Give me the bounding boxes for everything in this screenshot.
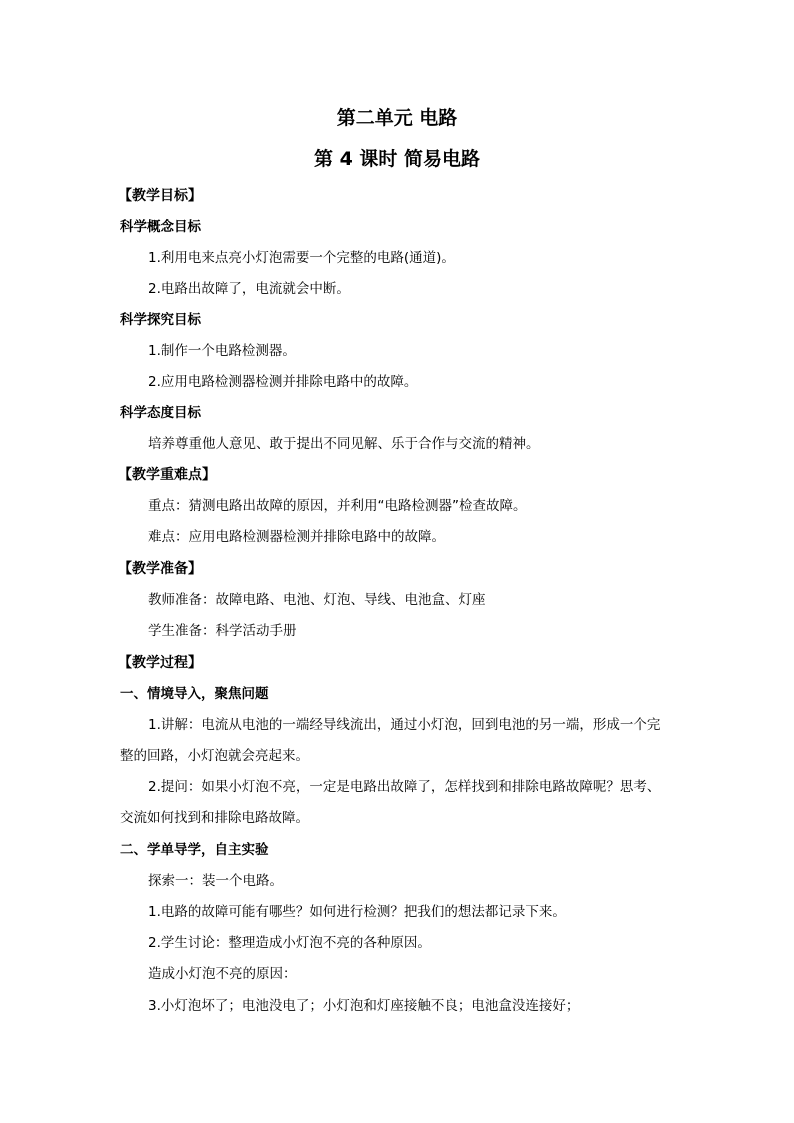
inquiry-goals-heading: 科学探究目标	[120, 312, 201, 328]
student-preparation: 学生准备：科学活动手册	[148, 623, 297, 639]
process-paragraph: 2.学生讨论：整理造成小灯泡不亮的各种原因。	[148, 935, 431, 951]
process-part1-heading: 一、情境导入，聚焦问题	[120, 686, 269, 702]
key-point-text: 重点：猜测电路出故障的原因，并利用“电路检测器”检查故障。	[148, 498, 527, 514]
process-paragraph: 3.小灯泡坏了；电池没电了；小灯泡和灯座接触不良；电池盒没连接好；	[148, 998, 580, 1014]
difficulty-text: 难点：应用电路检测器检测并排除电路中的故障。	[148, 529, 445, 545]
attitude-goals-heading: 科学态度目标	[120, 405, 201, 421]
process-paragraph: 探索一：装一个电路。	[148, 873, 283, 889]
process-paragraph-continued: 整的回路，小灯泡就会亮起来。	[120, 748, 309, 764]
inquiry-goal-item: 2.应用电路检测器检测并排除电路中的故障。	[148, 374, 418, 390]
teacher-preparation: 教师准备：故障电路、电池、灯泡、导线、电池盒、灯座	[148, 592, 486, 608]
unit-title: 第二单元 电路	[336, 107, 458, 129]
lesson-title: 第 4 课时 简易电路	[313, 148, 481, 170]
section-heading-goals: 【教学目标】	[118, 188, 202, 204]
process-paragraph: 1.电路的故障可能有哪些？如何进行检测？把我们的想法都记录下来。	[148, 904, 566, 920]
section-heading-preparation: 【教学准备】	[118, 561, 202, 577]
attitude-goal-text: 培养尊重他人意见、敢于提出不同见解、乐于合作与交流的精神。	[148, 436, 540, 452]
concept-goal-item: 2.电路出故障了，电流就会中断。	[148, 281, 350, 297]
process-paragraph: 造成小灯泡不亮的原因：	[148, 966, 297, 982]
process-paragraph-continued: 交流如何找到和排除电路故障。	[120, 810, 309, 826]
section-heading-process: 【教学过程】	[118, 655, 202, 671]
inquiry-goal-item: 1.制作一个电路检测器。	[148, 343, 296, 359]
process-part2-heading: 二、学单导学，自主实验	[120, 842, 269, 858]
section-heading-key-points: 【教学重难点】	[118, 467, 216, 483]
concept-goals-heading: 科学概念目标	[120, 219, 201, 235]
process-paragraph: 1.讲解：电流从电池的一端经导线流出，通过小灯泡，回到电池的另一端，形成一个完	[148, 717, 661, 733]
process-paragraph: 2.提问：如果小灯泡不亮，一定是电路出故障了，怎样找到和排除电路故障呢？思考、	[148, 779, 661, 795]
concept-goal-item: 1.利用电来点亮小灯泡需要一个完整的电路(通道)。	[148, 250, 455, 266]
